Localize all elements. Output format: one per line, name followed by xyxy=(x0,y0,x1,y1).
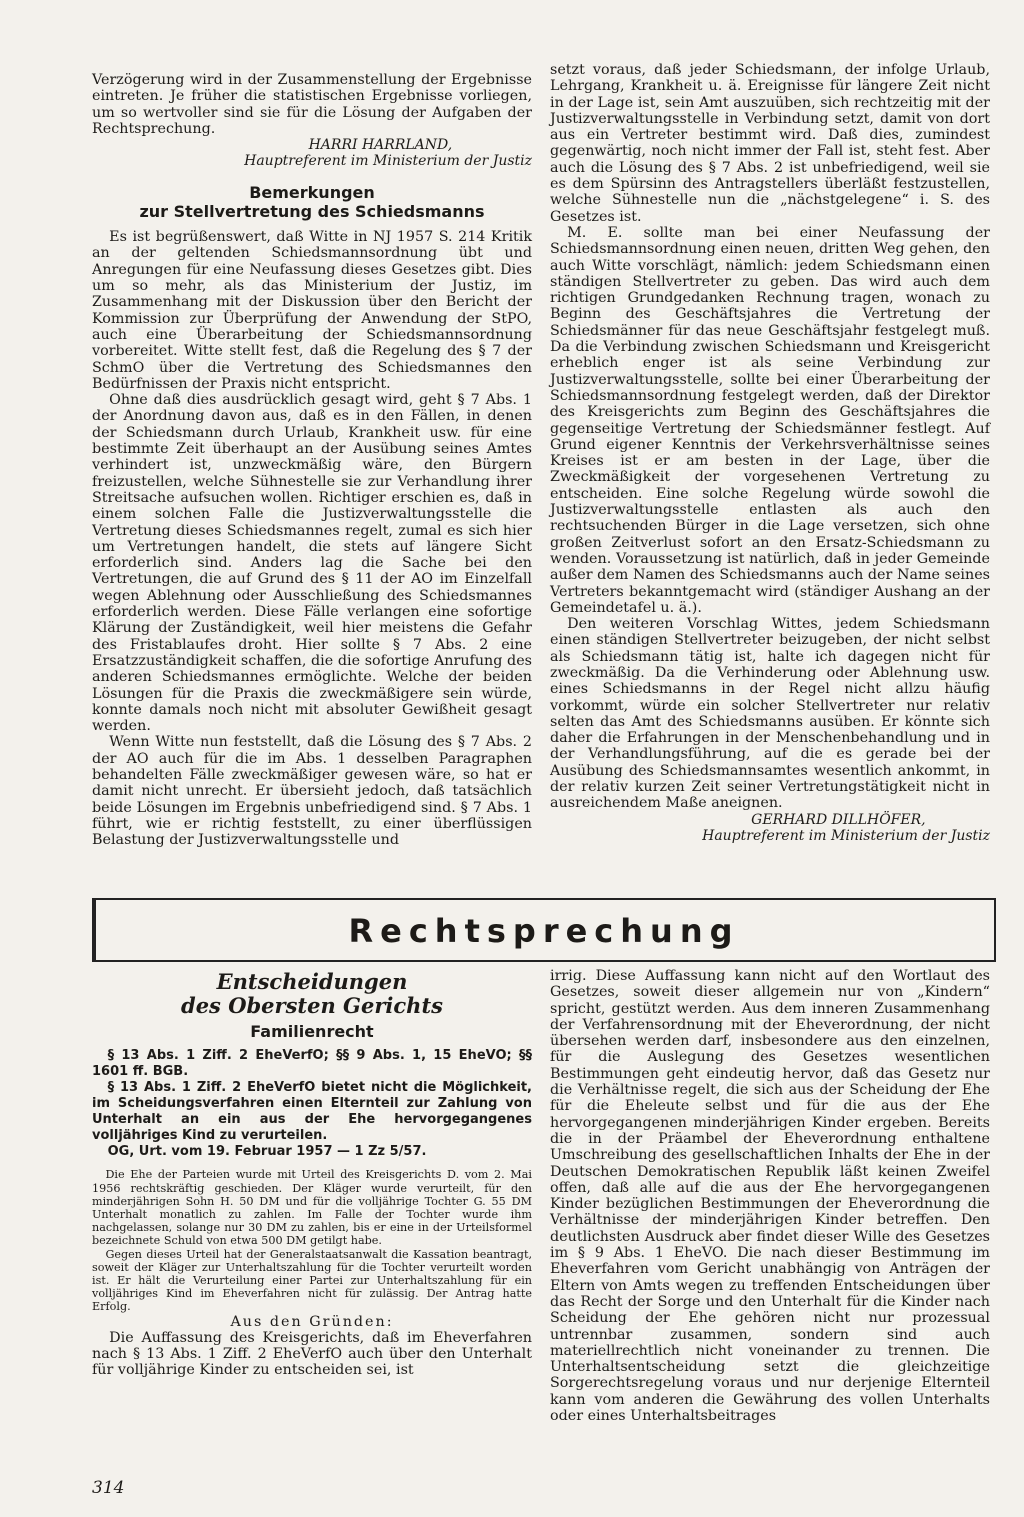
headnote: § 13 Abs. 1 Ziff. 2 EheVerfO bietet nicht die Möglichkeit, im Scheidungsverfahren einen Elternteil zur Zahlung von Unterhalt an ein aus der Ehe hervorgegangenes volljähriges Kind zu verurteilen. xyxy=(92,1080,532,1144)
paragraph: Die Ehe der Parteien wurde mit Urteil des Kreisgerichts D. vom 2. Mai 1956 rechtskräftig geschieden. Der Kläger wurde verurteilt, für den minderjährigen Sohn H. 50 DM und für die volljährige Tochter G. 55 DM Unterhalt monatlich zu zahlen. Im Falle der Tochter wurde ihm nachgelassen, solange nur 30 DM zu zahlen, bis er eine in der Urteilsformel bezeichnete Schuld von etwa 500 DM getilgt habe. xyxy=(92,1168,532,1248)
heading-line: des Obersten Gerichts xyxy=(181,993,443,1018)
paragraph: M. E. sollte man bei einer Neufassung der Schiedsmannsordnung einen neuen, dritten Weg gehen, den auch Witte vorschlägt, nämlich: jedem Schiedsmann einen ständigen Stellvertreter zu geben. Das wird auch dem richtigen Grundgedanken Rechnung tragen, wonach zu Beginn des Geschäftsjahres die Vertretung der Schiedsmänner für das neue Geschäftsjahr festgelegt muß. Da die Verbindung zwischen Schiedsmann und Kreisgericht erheblich enger ist als seine Verbindung zur Justizverwaltungsstelle, sollte bei einer Überarbeitung der Schiedsmannsordnung festgelegt werden, daß der Direktor des Kreisgerichts zum Beginn des Geschäftsjahres die gegenseitige Vertretung der Schiedsmänner festlegt. Auf Grund eigener Kenntnis der Verkehrsverhältnisse seines Kreises ist er am besten in der Lage, über die Zweckmäßigkeit der vorgesehenen Vertretung zu entscheiden. Eine solche Regelung würde sowohl die Justizverwaltungsstelle entlasten als auch den rechtsuchenden Bürger in die Lage versetzen, sich ohne großen Zeitverlust sofort an den Ersatz-Schiedsmann zu wenden. Voraussetzung ist natürlich, daß in jeder Gemeinde außer dem Namen des Schiedsmanns auch der Name seines Vertreters bekanntgemacht wird (ständiger Aushang an der Gemeindetafel u. ä.). xyxy=(550,224,990,616)
case-facts xyxy=(92,1168,532,1313)
heading-line: zur Stellvertretung des Schiedsmanns xyxy=(139,202,485,222)
paragraph: Gegen dieses Urteil hat der Generalstaatsanwalt die Kassation beantragt, soweit der Kläger zur Unterhaltszahlung für die Tochter verurteilt worden ist. Er hält die Verurteilung einer Partei zur Unterhaltszahlung für ein volljähriges Kind im Eheverfahren nicht für zulässig. Der Antrag hatte Erfolg. xyxy=(92,1247,532,1314)
court-citation: OG, Urt. vom 19. Februar 1957 — 1 Zz 5/57. xyxy=(107,1144,427,1160)
paragraph: Wenn Witte nun feststellt, daß die Lösung des § 7 Abs. 2 der AO auch für die im Abs. 1 desselben Paragraphen behandelten Fälle zweckmäßiger gewesen wäre, so hat er damit nicht unrecht. Er übersieht jedoch, daß tatsächlich beide Lösungen im Ergebnis unbefriedigend sind. § 7 Abs. 1 führt, wie er richtig feststellt, zu einer überflüssigen Belastung der Justizverwaltungsstelle und xyxy=(92,734,532,849)
paragraph: Den weiteren Vorschlag Wittes, jedem Schiedsmann einen ständigen Stellvertreter beizugeben, der nicht selbst als Schiedsmann tätig ist, halte ich dagegen nicht für zweckmäßig. Da die Verhinderung oder Ablehnung usw. eines Schiedsmanns in der Regel nicht allzu häufig vorkommt, würde ein solcher Stellvertreter nur relativ selten das Amt des Schiedsmanns ausüben. Er könnte sich daher die Erfahrungen in der Menschenbehandlung und in der Verhandlungsführung, auf die es gerade bei der Ausübung des Schiedsmannsamtes wesentlich ankommt, in der relativ kurzen Zeit seiner Vertretungstätigkeit nicht in ausreichendem Maße aneignen. xyxy=(550,616,990,812)
paragraph: irrig. Diese Auffassung kann nicht auf den Wortlaut des Gesetzes, soweit dieser allgemein nur von „Kindern“ spricht, gestützt werden. Aus dem inneren Zusammenhang der Verfahrensordnung mit der Eheverordnung, der nicht übersehen werden darf, insbesondere aus den einzelnen, für die Auslegung des Gesetzes wesentlichen Bestimmungen geht eindeutig hervor, daß das Gesetz nur die Verhältnisse regelt, die sich aus der Scheidung der Ehe für die Eheleute selbst und für die aus der Ehe hervorgegangenen minderjährigen Kinder ergeben. Bereits die in der Präambel der Eheverordnung enthaltene Umschreibung des gesellschaftlichen Inhalts der Ehe in der Deutschen Demokratischen Republik läßt keinen Zweifel offen, daß alle auf die aus der Ehe hervorgegangenen Kinder bezüglichen Bestimmungen der Eheverordnung die Verhältnisse der minderjährigen Kinder betreffen. Den deutlichsten Ausdruck aber findet dieser Wille des Gesetzes im § 9 Abs. 1 EheVO. Die nach dieser Bestimmung im Eheverfahren vom Gericht unabhängig von Anträgen der Eltern von Amts wegen zu treffenden Entscheidungen über das Recht der Sorge und den Unterhalt für die Kinder nach Scheidung der Ehe gehören nicht nur prozessual untrennbar zusammen, sondern sind auch materiellrechtlich nicht voneinander zu trennen. Die Unterhaltsentscheidung setzt die gleichzeitige Sorgerechtsregelung voraus und nur derjenige Elternteil kann vom anderen die Gewährung des vollen Unterhalts oder eines Unterhaltsbeitrages xyxy=(550,968,990,1425)
heading-line: Entscheidungen xyxy=(216,969,408,994)
author-title: Hauptreferent im Ministerium der Justiz xyxy=(244,153,532,170)
paragraph: Es ist begrüßenswert, daß Witte in NJ 1957 S. 214 Kritik an der geltenden Schiedsmannsordnung übt und Anregungen für eine Neufassung dieses Gesetzes gibt. Dies um so mehr, als das Ministerium der Justiz, im Zusammenhang mit der Diskussion über den Bericht der Kommission zur Überprüfung der Anwendung der StPO, auch eine Überarbeitung der Schiedsmannsordnung vorbereitet. Witte stellt fest, daß die Regelung des § 7 der SchmO über die Vertretung des Schiedsmannes den Bedürfnissen der Praxis nicht entspricht. xyxy=(92,229,532,392)
legal-norms: § 13 Abs. 1 Ziff. 2 EheVerfO; §§ 9 Abs. 1, 15 EheVO; §§ 1601 ff. BGB. xyxy=(92,1048,532,1080)
subsection-heading: Familienrecht xyxy=(250,1022,374,1041)
paragraph: Verzögerung wird in der Zusammenstellung der Ergebnisse eintreten. Je früher die statistischen Ergebnisse vorliegen, um so wertvoller sind sie für die Lösung der Aufgaben der Rechtsprechung. xyxy=(92,72,532,137)
author-signature: GERHARD DILLHÖFER, xyxy=(751,811,926,828)
author-signature: HARRI HARRLAND, xyxy=(308,137,453,154)
section-banner xyxy=(92,898,996,962)
paragraph: Ohne daß dies ausdrücklich gesagt wird, geht § 7 Abs. 1 der Anordnung davon aus, daß es in den Fällen, in denen der Schiedsmann durch Urlaub, Krankheit usw. für eine bestimmte Zeit überhaupt an der Ausübung seines Amtes verhindert ist, unzweckmäßig wäre, den Bürgern freizustellen, welche Sühnestelle sie zur Verhandlung ihrer Streitsache aufsuchen wollen. Richtiger erschien es, daß in einem solchen Falle die Justizverwaltungsstelle die Vertretung dieses Schiedsmannes regelt, zumal es sich hier um Vertretungen handelt, die stets auf längere Sicht erforderlich sind. Anders lag die Sache bei den Vertretungen, die auf Grund des § 11 der AO im Einzelfall wegen Ablehnung oder Ausschließung des Schiedsmannes erforderlich werden. Diese Fälle verlangen eine sofortige Klärung der Zuständigkeit, weil hier meistens die Gefahr des Fristablaufes droht. Hier sollte § 7 Abs. 2 eine Ersatzzuständigkeit schaffen, die die sofortige Anrufung des anderen Schiedsmannes ermöglichte. Welche der beiden Lösungen für die Praxis die zweckmäßigere sein würde, konnte damals noch nicht mit absoluter Gewißheit gesagt werden. xyxy=(92,392,532,735)
paragraph: Die Auffassung des Kreisgerichts, daß im Eheverfahren nach § 13 Abs. 1 Ziff. 2 EheVerfO auch über den Unterhalt für volljährige Kinder zu entscheiden sei, ist xyxy=(92,1329,532,1379)
paragraph: setzt voraus, daß jeder Schiedsmann, der infolge Urlaub, Lehrgang, Krankheit u. ä. Ereignisse für längere Zeit nicht in der Lage ist, sein Amt auszuüben, sich rechtzeitig mit der Justizverwaltungsstelle in Verbindung setzt, damit von dort aus ein Vertreter bestimmt wird. Daß dies, zumindest gegenwärtig, noch nicht immer der Fall ist, steht fest. Aber auch die Lösung des § 7 Abs. 2 ist unbefriedigend, weil sie es dem Spürsinn des Antragstellers überläßt festzustellen, welche Sühnestelle nun die „nächstgelegene“ i. S. des Gesetzes ist. xyxy=(550,62,990,225)
author-title: Hauptreferent im Ministerium der Justiz xyxy=(702,827,990,844)
heading-line: Bemerkungen xyxy=(249,183,375,203)
reasons-heading: Aus den Gründen: xyxy=(230,1313,394,1330)
article-heading xyxy=(92,183,532,221)
article-column-top-right xyxy=(550,62,990,844)
article-column-bottom-right xyxy=(550,968,990,1424)
section-heading xyxy=(92,970,532,1018)
article-column-top-left xyxy=(92,72,532,848)
page-number: 314 xyxy=(92,1478,125,1498)
article-column-bottom-left xyxy=(92,970,532,1379)
section-banner-title: Rechtsprechung xyxy=(348,912,740,950)
